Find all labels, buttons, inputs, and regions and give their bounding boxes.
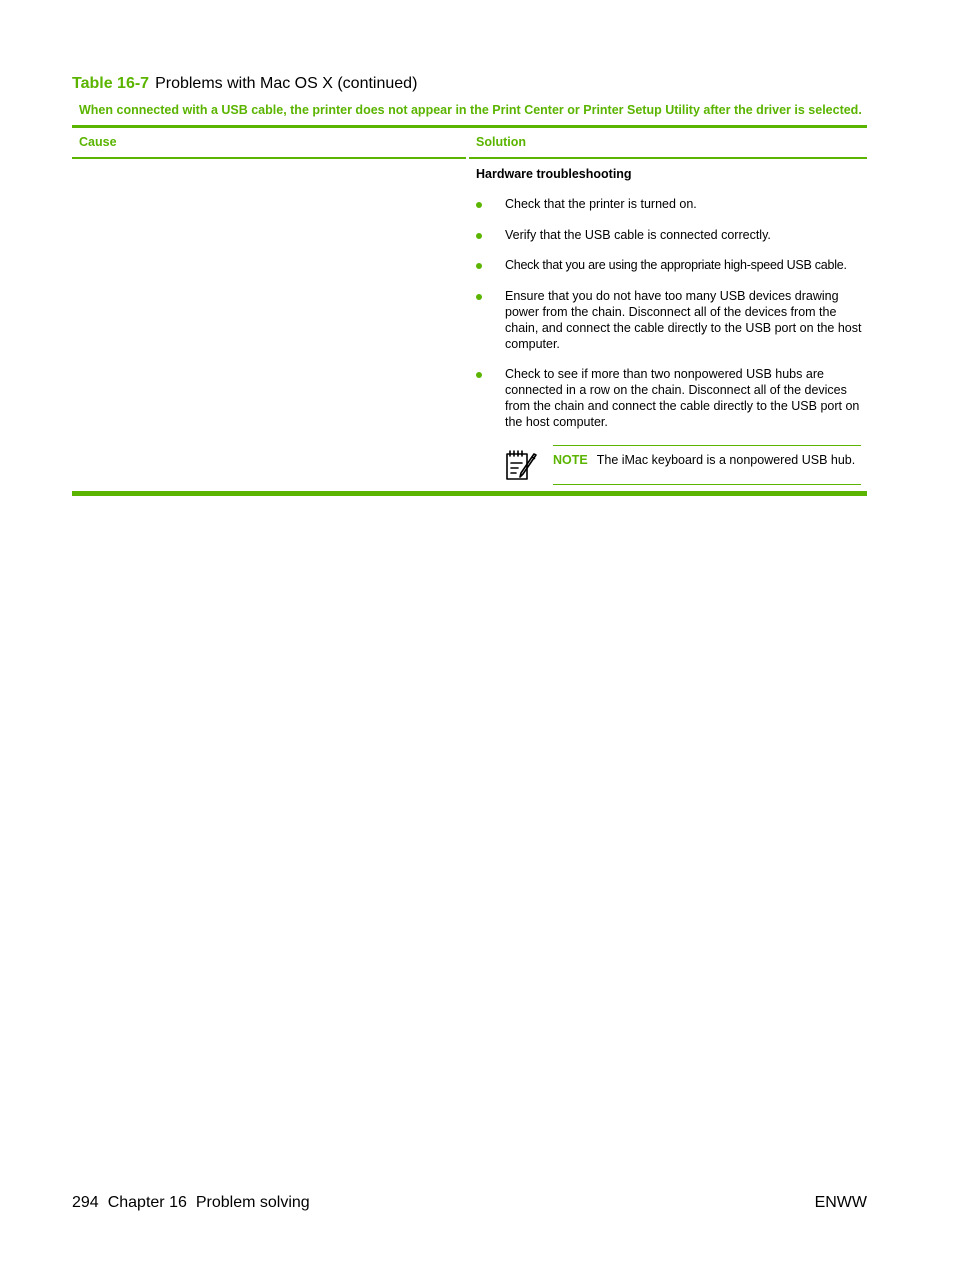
table-caption [72,74,417,94]
note [553,452,855,469]
note-pencil-icon [503,447,539,483]
bullet-text: Check that the printer is turned on. [505,197,697,211]
bullet-dot-icon [476,263,482,269]
header-bottom-rule-solution [469,157,867,159]
header-top-rule [72,125,867,128]
list-item [476,257,866,273]
list-item [476,366,866,430]
problem-statement: When connected with a USB cable, the printer does not appear in the Print Center or Printer Setup Utility after the driver is selected. [79,103,862,117]
table-title: Problems with Mac OS X (continued) [155,75,418,92]
bullet-text: Ensure that you do not have too many USB devices drawing power from the chain. Disconnect all of the devices from the chain, and connect the cable directly to the USB port on the host computer. [505,289,862,351]
note-text: The iMac keyboard is a nonpowered USB hub. [596,453,856,467]
table-number: Table 16-7 [72,75,150,92]
list-item [476,227,866,243]
note-bottom-rule [553,484,861,485]
list-item [476,288,866,352]
bullet-dot-icon [476,202,482,208]
bullet-dot-icon [476,233,482,239]
bullet-dot-icon [476,294,482,300]
note-label: NOTE [553,453,588,467]
bullet-dot-icon [476,372,482,378]
header-bottom-rule-cause [72,157,466,159]
bullet-text: Check that you are using the appropriate high-speed USB cable. [505,258,847,272]
column-header-solution: Solution [476,135,526,149]
bullet-text: Verify that the USB cable is connected correctly. [505,228,771,242]
solution-heading: Hardware troubleshooting [476,167,632,181]
table-bottom-rule [72,491,867,496]
note-top-rule [553,445,861,446]
column-header-cause: Cause [79,135,117,149]
footer-right: ENWW [814,1194,867,1211]
bullet-text: Check to see if more than two nonpowered USB hubs are connected in a row on the chain. Disconnect all of the devices from the chain and connect the cable directly to the USB port on the host computer. [505,367,860,429]
solution-bullet-list [476,196,866,430]
footer-chapter-title: Problem solving [195,1194,310,1211]
footer-chapter: Chapter 16 [107,1194,187,1211]
list-item [476,196,866,212]
footer-left [72,1193,310,1213]
page-number: 294 [72,1194,99,1211]
